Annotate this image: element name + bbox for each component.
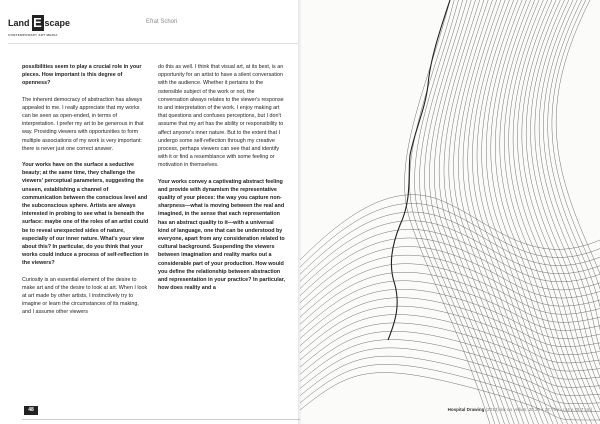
artwork-image — [300, 0, 600, 424]
artwork-contour-line — [300, 356, 600, 403]
artwork-contour-line — [504, 0, 592, 424]
header-divider — [8, 43, 298, 44]
artwork-contour-line — [300, 331, 600, 379]
artwork-contour-line — [300, 323, 600, 371]
artwork-contour-line — [556, 0, 600, 424]
interview-question: Your works have on the surface a seductive beauty; at the same time, they challenge the viewers' perceptual parameters, suggesting the unseen, establishing a channel of communication between the conscious level and the subconscious sphere. Artists are always interested in probing to see what is beneath the surface: maybe one of the roles of an artist could be to reveal unexpected sides of nature, especially of our inner nature. What's your view about this? In particular, do you think that your works could induce a process of self-reflection in the viewers? — [22, 162, 149, 267]
artwork-contour-line — [300, 255, 600, 310]
footer-divider — [22, 419, 300, 420]
artwork-contour-line — [300, 238, 600, 296]
artwork-contour-line — [500, 0, 587, 424]
artwork-contour-line — [420, 0, 505, 424]
logo-tagline: CONTEMPORARY ART MEDIA — [8, 33, 58, 37]
artwork-crack-line — [388, 0, 450, 340]
interview-question: Your works convey a captivating abstract feeling and provide with dynamism the representative quality of your pieces: the way you capture non-sharpness—what is moving between the real and imagined, in the sense that each representation has an abstract quality to it—with a universal kind of language, one that can be understood by everyone, apart from any consideration related to cultural background. Suspending the viewers between imagination and reality marks out a considerable part of your production. How would you define the relationship between abstraction and representation in your practice? In particular, how does reality and a — [158, 178, 286, 292]
artwork-contour-line — [300, 272, 600, 324]
artwork-contour-line — [449, 0, 534, 424]
artwork-contour-line — [300, 212, 600, 274]
author-name: Efrat Schori — [146, 19, 178, 25]
artwork-contour-line — [439, 0, 524, 424]
artwork-contour-line — [526, 0, 600, 424]
interview-question: possibilities seem to play a crucial role in your pieces. How important is this degree of openness? — [22, 64, 142, 87]
artwork-contour-line — [300, 195, 600, 260]
artwork-contour-line — [468, 0, 553, 424]
logo-word-right: scape — [44, 18, 71, 28]
artwork-contour-line — [548, 0, 600, 424]
magazine-logo — [8, 15, 70, 31]
interview-answer: Curiosity is an essential element of the desire to make art and of the desire to look at art. When I look at art made by other artists, I instinctively try to imagine or learn the circumstances of its making, and I assume other viewers — [22, 276, 148, 316]
right-page — [300, 0, 600, 424]
page-number: 48 — [24, 406, 38, 415]
logo-word-left: Land — [8, 18, 30, 28]
artwork-contour-line — [517, 0, 600, 424]
artwork-contour-line — [531, 0, 600, 424]
caption-detail: (2013) ink on vellum, 20.25 x 27.75 in. (44 x 79.7 cm) — [485, 407, 592, 412]
artwork-contour-line — [300, 348, 600, 396]
artwork-contour-line — [552, 0, 600, 424]
artwork-contour-line — [535, 0, 600, 424]
interview-answer: The inherent democracy of abstraction has always appealed to me. I really appreciate that my works can be seen as open-ended, in terms of interpretation. I prefer my art to be generous in that way. Providing viewers with opportunities to form multiple associations of my work is very important: there is never just one correct answer. — [22, 96, 144, 152]
caption-title: Hospital Drawing — [447, 407, 485, 412]
artwork-caption — [448, 407, 592, 412]
artwork-contour-line — [513, 0, 600, 424]
logo-letter-box: E — [33, 15, 42, 30]
artwork-contour-line — [300, 373, 600, 420]
artwork-contour-line — [410, 0, 495, 424]
text-column-1 — [22, 63, 149, 325]
artwork-contour-line — [495, 0, 582, 424]
artwork-contour-line — [424, 0, 509, 424]
artwork-contour-line — [458, 0, 543, 424]
interview-answer: do this as well. I think that visual art, at its best, is an opportunity for an artist to have a silent conversation with the audience. Whether it pertains to the ostensible subject of the work or not, the conversation always relates to the viewer's response to and interpretation of the work. I enjoy making art that questions and confuses perceptions, but I don't assume that my art has the ability or responsibility to affect anyone's inner nature. But to the extent that I undergo some self-reflection through my creative process, perhaps viewers can see that and identify with it or find a resemblance with some feeling or motivation in themselves. — [158, 64, 284, 169]
artwork-contour-line — [300, 281, 600, 332]
text-column-2 — [158, 63, 285, 300]
artwork-contour-line — [491, 0, 578, 424]
page-spine — [298, 0, 302, 424]
artwork-contour-line — [543, 0, 600, 424]
